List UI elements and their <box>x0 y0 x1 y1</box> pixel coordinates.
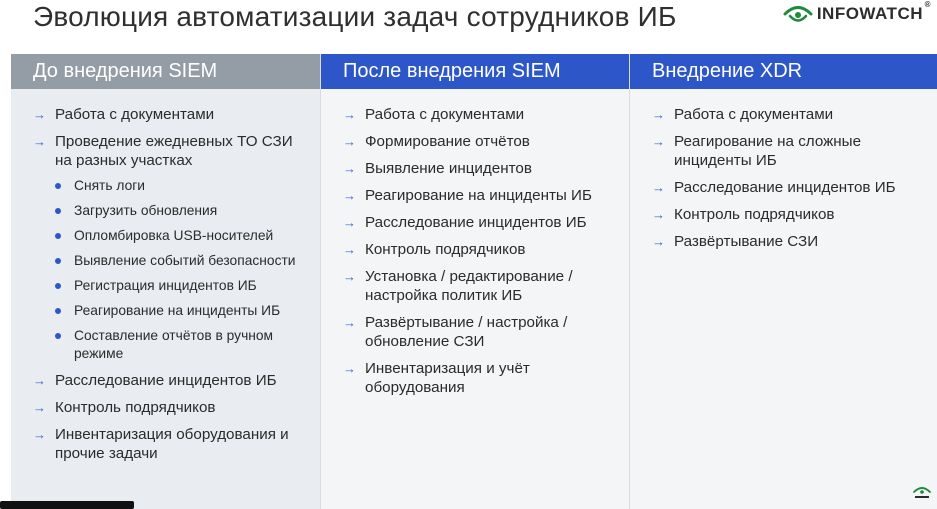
sub-list-item-text: Загрузить обновления <box>74 203 218 218</box>
list-item <box>33 371 310 390</box>
list-item <box>343 186 619 205</box>
list-item-text: Инвентаризация оборудования и прочие задачи <box>55 426 289 462</box>
list-item-text: Выявление инцидентов <box>365 160 532 177</box>
arrow-right-icon: → <box>33 400 46 415</box>
list-item-text: Контроль подрядчиков <box>365 241 526 258</box>
column-header: После внедрения SIEM <box>321 54 629 89</box>
list-item-text: Контроль подрядчиков <box>55 399 216 416</box>
infowatch-small-logo-icon <box>912 484 932 500</box>
list-item-text: Контроль подрядчиков <box>674 206 835 223</box>
arrow-right-icon: → <box>343 242 356 257</box>
logo-wordmark <box>816 0 931 24</box>
list-item-text: Расследование инцидентов ИБ <box>674 179 896 196</box>
bullet-dot-icon <box>55 233 61 239</box>
list-item-text: Развёртывание СЗИ <box>674 233 819 250</box>
sub-list-item-text: Составление отчётов в ручном режиме <box>74 328 274 361</box>
list-item <box>343 313 619 351</box>
list-item <box>33 132 310 363</box>
arrow-right-icon: → <box>33 107 46 122</box>
list-item-text: Формирование отчётов <box>365 133 530 150</box>
arrow-right-icon: → <box>652 134 665 149</box>
infowatch-eye-logo-icon <box>783 3 813 25</box>
sub-list-item <box>55 252 310 270</box>
arrow-right-icon: → <box>343 134 356 149</box>
arrow-right-icon: → <box>652 107 665 122</box>
sub-list-item-text: Выявление событий безопасности <box>74 253 296 268</box>
logo-text: INFOWATCH <box>816 4 923 23</box>
arrow-right-icon: → <box>33 373 46 388</box>
task-list <box>11 89 320 463</box>
list-item <box>652 132 927 170</box>
sub-task-list <box>55 177 310 363</box>
bullet-dot-icon <box>55 258 61 264</box>
bullet-dot-icon <box>55 308 61 314</box>
arrow-right-icon: → <box>652 180 665 195</box>
sub-list-item <box>55 177 310 195</box>
list-item <box>343 359 619 397</box>
list-item-text: Проведение ежедневных ТО СЗИ на разных участках <box>55 133 293 169</box>
sub-list-item-text: Опломбировка USB-носителей <box>74 228 274 243</box>
column-header: До внедрения SIEM <box>11 54 320 89</box>
list-item-text: Работа с документами <box>365 106 525 123</box>
infowatch-logo <box>783 0 931 25</box>
list-item <box>343 240 619 259</box>
arrow-right-icon: → <box>33 427 46 442</box>
slide-title: Эволюция автоматизации задач сотрудников ИБ <box>33 1 677 32</box>
list-item-text: Работа с документами <box>55 106 215 123</box>
arrow-right-icon: → <box>343 361 356 376</box>
list-item-text: Работа с документами <box>674 106 834 123</box>
list-item <box>652 205 927 224</box>
arrow-right-icon: → <box>652 234 665 249</box>
list-item-text: Инвентаризация и учёт оборудования <box>365 360 530 396</box>
arrow-right-icon: → <box>343 315 356 330</box>
bullet-dot-icon <box>55 183 61 189</box>
list-item-text: Расследование инцидентов ИБ <box>365 214 587 231</box>
list-item-text: Реагирование на сложные инциденты ИБ <box>674 133 862 169</box>
list-item <box>33 425 310 463</box>
list-item <box>652 232 927 251</box>
list-item <box>343 213 619 232</box>
list-item <box>652 105 927 124</box>
sub-list-item-text: Реагирование на инциденты ИБ <box>74 303 281 318</box>
list-item-text: Расследование инцидентов ИБ <box>55 372 277 389</box>
list-item <box>343 105 619 124</box>
list-item <box>343 267 619 305</box>
bullet-dot-icon <box>55 283 61 289</box>
column-xdr <box>629 54 937 509</box>
task-list <box>630 89 937 251</box>
sub-list-item <box>55 302 310 320</box>
list-item-text: Развёртывание / настройка / обновление СЗИ <box>365 314 568 350</box>
list-item <box>343 159 619 178</box>
comparison-columns <box>11 54 937 509</box>
arrow-right-icon: → <box>343 269 356 284</box>
sub-list-item-text: Регистрация инцидентов ИБ <box>74 278 257 293</box>
list-item-text: Реагирование на инциденты ИБ <box>365 187 592 204</box>
column-header: Внедрение XDR <box>630 54 937 89</box>
bullet-dot-icon <box>55 333 61 339</box>
list-item <box>652 178 927 197</box>
arrow-right-icon: → <box>343 215 356 230</box>
webcam-overlay-bar <box>0 501 134 509</box>
arrow-right-icon: → <box>652 207 665 222</box>
arrow-right-icon: → <box>343 188 356 203</box>
task-list <box>321 89 629 397</box>
logo-registered-mark: ® <box>924 0 931 9</box>
list-item-text: Установка / редактирование / настройка политик ИБ <box>365 268 573 304</box>
sub-list-item-text: Снять логи <box>74 178 146 193</box>
list-item <box>33 398 310 417</box>
sub-list-item <box>55 277 310 295</box>
arrow-right-icon: → <box>343 161 356 176</box>
list-item <box>343 132 619 151</box>
arrow-right-icon: → <box>343 107 356 122</box>
bullet-dot-icon <box>55 208 61 214</box>
arrow-right-icon: → <box>33 134 46 149</box>
list-item <box>33 105 310 124</box>
sub-list-item <box>55 227 310 245</box>
sub-list-item <box>55 327 310 363</box>
sub-list-item <box>55 202 310 220</box>
column-after-siem <box>320 54 629 509</box>
column-before-siem <box>11 54 320 509</box>
